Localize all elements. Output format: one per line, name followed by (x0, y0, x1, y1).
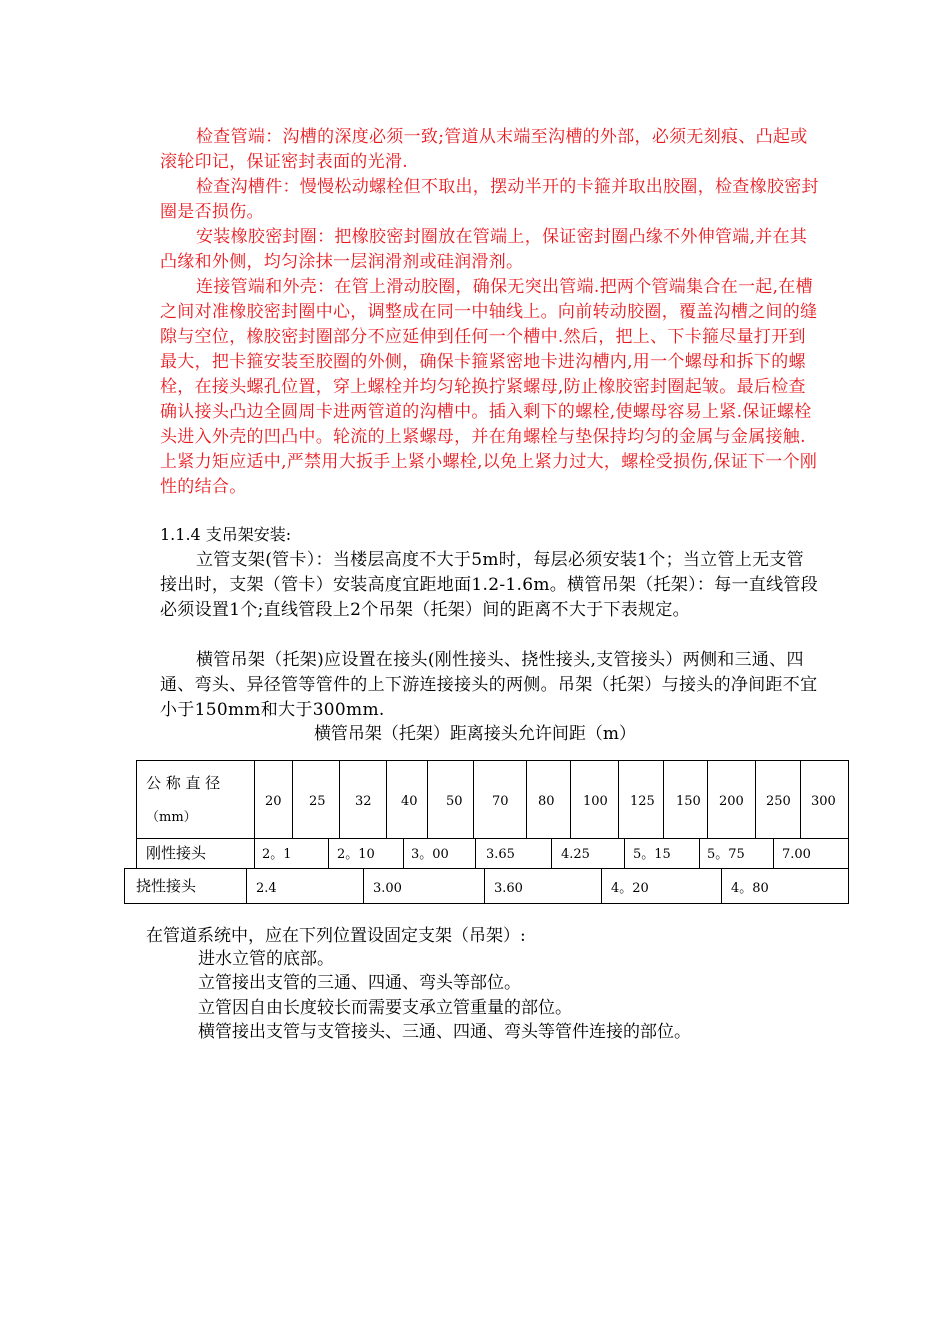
rigid-value-cell: 5。75 (707, 847, 745, 862)
diameter-cell: 100 (583, 794, 608, 809)
rigid-value-cell: 3.65 (486, 847, 515, 862)
fixed-support-item: 立管因自由长度较长而需要支承立管重量的部位。 (198, 998, 572, 1018)
diameter-cell: 20 (265, 794, 282, 809)
table-header-unit: （mm） (146, 810, 197, 825)
diameter-cell: 125 (630, 794, 655, 809)
rigid-joint-label: 刚性接头 (146, 844, 207, 862)
diameter-cell: 50 (446, 794, 463, 809)
flexible-joint-label: 挠性接头 (136, 877, 197, 895)
flex-value-cell: 2.4 (256, 881, 277, 896)
flex-value-cell: 4。20 (611, 881, 649, 896)
flex-value-cell: 4。80 (731, 881, 769, 896)
fixed-support-item: 进水立管的底部。 (198, 949, 334, 969)
diameter-cell: 32 (355, 794, 372, 809)
rigid-value-cell: 3。00 (411, 847, 449, 862)
paragraph-connect-pipe-and-housing: 连接管端和外壳：在管上滑动胶圈，确保无突出管端.把两个管端集合在一起,在槽之间对准橡胶密封圈中心，调整成在同一中轴线上。向前转动胶圈，覆盖沟槽之间的缝隙与空位，橡胶密封圈部分不应延伸到任何一个槽中.然后，把上、下卡箍尽量打开到最大，把卡箍安装至胶圈的外侧，确保卡箍紧密地卡进沟槽内,用一个螺母和拆下的螺栓，在接头螺孔位置，穿上螺栓并均匀轮换拧紧螺母,防止橡胶密封圈起皱。最后检查确认接头凸边全圆周卡进两管道的沟槽中。插入剩下的螺栓,使螺母容易上紧.保证螺栓头进入外壳的凹凸中。轮流的上紧螺母，并在角螺栓与垫保持均匀的金属与金属接触.上紧力矩应适中,严禁用大扳手上紧小螺栓,以免上紧力过大，螺栓受损伤,保证下一个刚性的结合。 (160, 277, 818, 497)
rigid-value-cell: 4.25 (561, 847, 590, 862)
fixed-support-intro: 在管道系统中，应在下列位置设固定支架（吊架）: (146, 926, 526, 946)
diameter-cell: 200 (719, 794, 744, 809)
paragraph-check-groove-part: 检查沟槽件：慢慢松动螺栓但不取出，摆动半开的卡箍并取出胶圈，检查橡胶密封圈是否损伤。 (160, 177, 819, 222)
flex-value-cell: 3.00 (373, 881, 402, 896)
rigid-value-cell: 2。10 (337, 847, 375, 862)
fixed-support-item: 横管接出支管与支管接头、三通、四通、弯头等管件连接的部位。 (198, 1022, 691, 1042)
rigid-value-cell: 2。1 (262, 847, 292, 862)
paragraph-check-pipe-end: 检查管端：沟槽的深度必须一致;管道从末端至沟槽的外部，必须无刻痕、凸起或滚轮印记，保证密封表面的光滑. (160, 127, 808, 172)
flex-value-cell: 3.60 (494, 881, 523, 896)
paragraph-install-seal-ring: 安装橡胶密封圈：把橡胶密封圈放在管端上，保证密封圈凸缘不外伸管端,并在其凸缘和外侧，均匀涂抹一层润滑剂或硅润滑剂。 (160, 227, 808, 272)
paragraph-riser-support: 立管支架(管卡）：当楼层高度不大于5m时，每层必须安装1个；当立管上无支管接出时，支架（管卡）安装高度宜距地面1.2-1.6m。横管吊架（托架）：每一直线管段必须设置1个;直线管段上2个吊架（托架）间的距离不大于下表规定。 (160, 550, 819, 620)
section-heading: 1.1.4 支吊架安装: (160, 525, 292, 544)
diameter-cell: 250 (766, 794, 791, 809)
rigid-value-cell: 5。15 (633, 847, 671, 862)
diameter-cell: 25 (309, 794, 326, 809)
table-caption: 横管吊架（托架）距离接头允许间距（m） (313, 724, 637, 744)
table-header-label: 公 称 直 径 (146, 774, 221, 792)
diameter-cell: 150 (676, 794, 701, 809)
diameter-cell: 70 (492, 794, 509, 809)
diameter-cell: 80 (538, 794, 555, 809)
diameter-cell: 40 (401, 794, 418, 809)
paragraph-hanger-placement: 横管吊架（托架)应设置在接头(刚性接头、挠性接头,支管接头）两侧和三通、四通、弯头、异径管等管件的上下游连接接头的两侧。吊架（托架）与接头的净间距不宜小于150mm和大于300mm. (160, 650, 818, 720)
diameter-cell: 300 (811, 794, 836, 809)
rigid-value-cell: 7.00 (782, 847, 811, 862)
fixed-support-item: 立管接出支管的三通、四通、弯头等部位。 (198, 973, 521, 993)
